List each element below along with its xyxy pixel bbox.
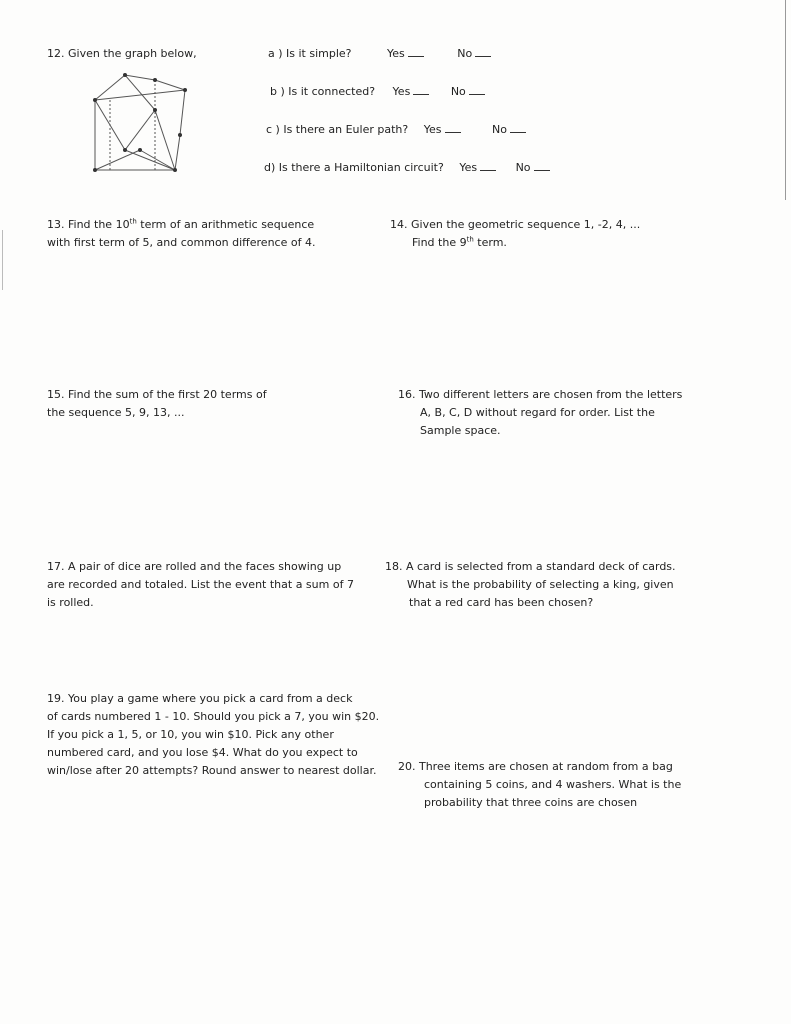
graph-edge <box>125 75 155 80</box>
q18 <box>385 558 676 612</box>
q12-part-c-yes-blank[interactable] <box>445 122 461 133</box>
q12-part-d <box>264 159 550 177</box>
q12-part-d-no-blank[interactable] <box>534 160 550 171</box>
graph-vertex <box>178 133 182 137</box>
q12-part-a-label: a ) Is it simple? <box>268 47 352 60</box>
graph-figure <box>80 70 210 180</box>
q14-line-2: Find the 9th term. <box>412 235 507 249</box>
graph-edge <box>125 75 155 110</box>
q16-line-2: A, B, C, D without regard for order. List the <box>420 406 655 419</box>
q17-line-2: are recorded and totaled. List the event that a sum of 7 <box>47 578 354 591</box>
q17-line-3: is rolled. <box>47 596 94 609</box>
q12-part-a-yes: Yes <box>387 47 405 60</box>
graph-vertex <box>153 108 157 112</box>
q12-part-b <box>270 83 485 101</box>
q20 <box>398 758 681 812</box>
scan-edge <box>2 230 3 290</box>
q19-line-5: win/lose after 20 attempts? Round answer to nearest dollar. <box>47 764 377 777</box>
q17-line-1: 17. A pair of dice are rolled and the faces showing up <box>47 560 342 573</box>
q12-part-c <box>266 121 526 139</box>
q12-part-d-yes: Yes <box>459 161 478 174</box>
graph-edge <box>95 90 185 100</box>
q12-part-c-yes: Yes <box>423 123 442 136</box>
q12-part-d-label: d) Is there a Hamiltonian circuit? <box>264 161 444 174</box>
q12-part-b-no-blank[interactable] <box>469 84 485 95</box>
q12-part-c-no: No <box>492 123 507 136</box>
q19 <box>47 690 379 780</box>
q16-line-3: Sample space. <box>420 424 501 437</box>
graph-edge <box>155 80 185 90</box>
q12-part-a-no: No <box>457 47 473 60</box>
graph-edge <box>125 110 155 150</box>
q12-part-a-no-blank[interactable] <box>475 46 491 57</box>
graph-edge <box>95 75 125 100</box>
q18-line-3: that a red card has been chosen? <box>409 596 594 609</box>
graph-vertex <box>93 98 97 102</box>
q20-line-1: 20. Three items are chosen at random from a bag <box>398 760 673 773</box>
q12-part-a <box>268 45 491 63</box>
graph-edge <box>155 110 175 170</box>
q18-line-1: 18. A card is selected from a standard deck of cards. <box>385 560 676 573</box>
q13-line-1: 13. Find the 10th term of an arithmetic sequence <box>47 217 315 231</box>
q20-line-2: containing 5 coins, and 4 washers. What is the <box>424 778 682 791</box>
q12-part-b-yes: Yes <box>392 85 411 98</box>
scan-edge <box>785 0 786 200</box>
graph-edge <box>175 135 180 170</box>
q15-line-1: 15. Find the sum of the first 20 terms of <box>47 388 267 401</box>
q12-part-b-no: No <box>450 85 466 98</box>
q16 <box>398 386 682 440</box>
q12-part-b-label: b ) Is it connected? <box>270 85 376 98</box>
q12-part-a-yes-blank[interactable] <box>408 46 424 57</box>
q12-part-c-no-blank[interactable] <box>510 122 526 133</box>
graph-vertex <box>93 168 97 172</box>
q12-part-d-no: No <box>515 161 531 174</box>
q19-line-2: of cards numbered 1 - 10. Should you pick a 7, you win $20. <box>47 710 380 723</box>
q14-line-1: 14. Given the geometric sequence 1, -2, 4, ... <box>390 218 641 231</box>
graph-vertex <box>183 88 187 92</box>
graph-vertex <box>123 148 127 152</box>
q12-prompt: 12. Given the graph below, <box>47 47 197 60</box>
q19-line-4: numbered card, and you lose $4. What do you expect to <box>47 746 358 759</box>
q12-part-b-yes-blank[interactable] <box>413 84 429 95</box>
q12-part-c-label: c ) Is there an Euler path? <box>266 123 409 136</box>
q19-line-1: 19. You play a game where you pick a card from a deck <box>47 692 353 705</box>
graph-vertex <box>173 168 177 172</box>
q18-line-2: What is the probability of selecting a king, given <box>407 578 674 591</box>
q15-line-2: the sequence 5, 9, 13, ... <box>47 406 185 419</box>
q16-line-1: 16. Two different letters are chosen from the letters <box>398 388 683 401</box>
q20-line-3: probability that three coins are chosen <box>424 796 638 809</box>
graph-vertex <box>138 148 142 152</box>
graph-edge <box>95 150 140 170</box>
q19-line-3: If you pick a 1, 5, or 10, you win $10. Pick any other <box>47 728 334 741</box>
graph-vertex <box>153 78 157 82</box>
q13-line-2: with first term of 5, and common difference of 4. <box>47 236 316 249</box>
q17 <box>47 558 354 612</box>
q15 <box>47 386 267 422</box>
q13 <box>47 216 315 252</box>
graph-edge <box>180 90 185 135</box>
q14 <box>390 216 640 252</box>
graph-vertex <box>123 73 127 77</box>
q12-part-d-yes-blank[interactable] <box>480 160 496 171</box>
